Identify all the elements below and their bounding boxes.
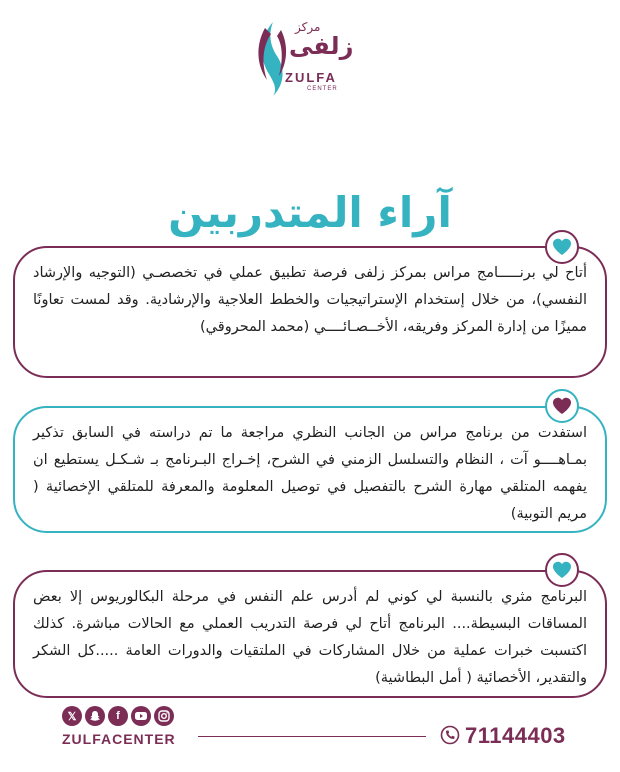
- testimonial-text-2: استفدت من برنامج مراس من الجانب النظري مراجعة ما تم دراسته في السابق تذكير بمـاهــــو آت ، النظام والتسلسل الزمني في الشرح، إخـراج البـرنامج بـ شـكـل يستطيع ان يفهمه المتلقي مهارة الشرح بالتفصيل في توصيل المعلومة والمعرفة للمتلقي الإخصائية ( مريم التوبية): [33, 425, 587, 522]
- instagram-icon[interactable]: [154, 706, 174, 726]
- logo-arabic-top: مركز: [295, 20, 321, 34]
- youtube-icon[interactable]: [131, 706, 151, 726]
- social-handle: ZULFACENTER: [62, 731, 176, 747]
- testimonial-card-3: [13, 570, 607, 698]
- page-title: آراء المتدربين: [168, 188, 452, 237]
- testimonial-text-1: أتاح لي برنـــــامج مراس بمركز زلفى فرصة تطبيق عملي في تخصصـي (التوجيه والإرشاد النفسي)، من خلال إستخدام الإستراتيجيات والخطط العلاجية والإرشادية. وقد لمست تعاونًا مميزًا من إدارة المركز وفريقه، الأخــصـائــــي (محمد المحروقي): [33, 265, 587, 335]
- heart-badge-3: [545, 553, 579, 587]
- zulfa-logo: [255, 18, 365, 100]
- phone-number[interactable]: 71144403: [465, 723, 566, 748]
- facebook-icon[interactable]: f: [108, 706, 128, 726]
- x-icon[interactable]: 𝕏: [62, 706, 82, 726]
- logo-english-main: ZULFA: [285, 70, 337, 85]
- snapchat-icon[interactable]: [85, 706, 105, 726]
- footer-divider: [198, 736, 426, 737]
- heart-icon: [552, 238, 572, 256]
- phone-icon: [440, 725, 460, 745]
- heart-badge-2: [545, 389, 579, 423]
- heart-badge-1: [545, 230, 579, 264]
- heart-icon: [552, 397, 572, 415]
- testimonial-card-1: [13, 246, 607, 378]
- logo-english-sub: CENTER: [307, 86, 338, 92]
- heart-icon: [552, 561, 572, 579]
- logo-arabic-main: زلفى: [289, 32, 354, 60]
- social-links: [62, 706, 174, 726]
- testimonial-card-2: [13, 406, 607, 533]
- testimonial-text-3: البرنامج مثري بالنسبة لي كوني لم أدرس علم النفس في مرحلة البكالوريوس إلا بعض المساقات البسيطة.... البرنامج أتاح لي فرصة التدريب العملي مع الحالات مباشرة. كذلك اكتسبت خبرات عملية من خلال المشاركات في الملتقيات والدورات العامة .....كل الشكر والتقدير، الأخصائية ( أمل البطاشية): [33, 589, 587, 686]
